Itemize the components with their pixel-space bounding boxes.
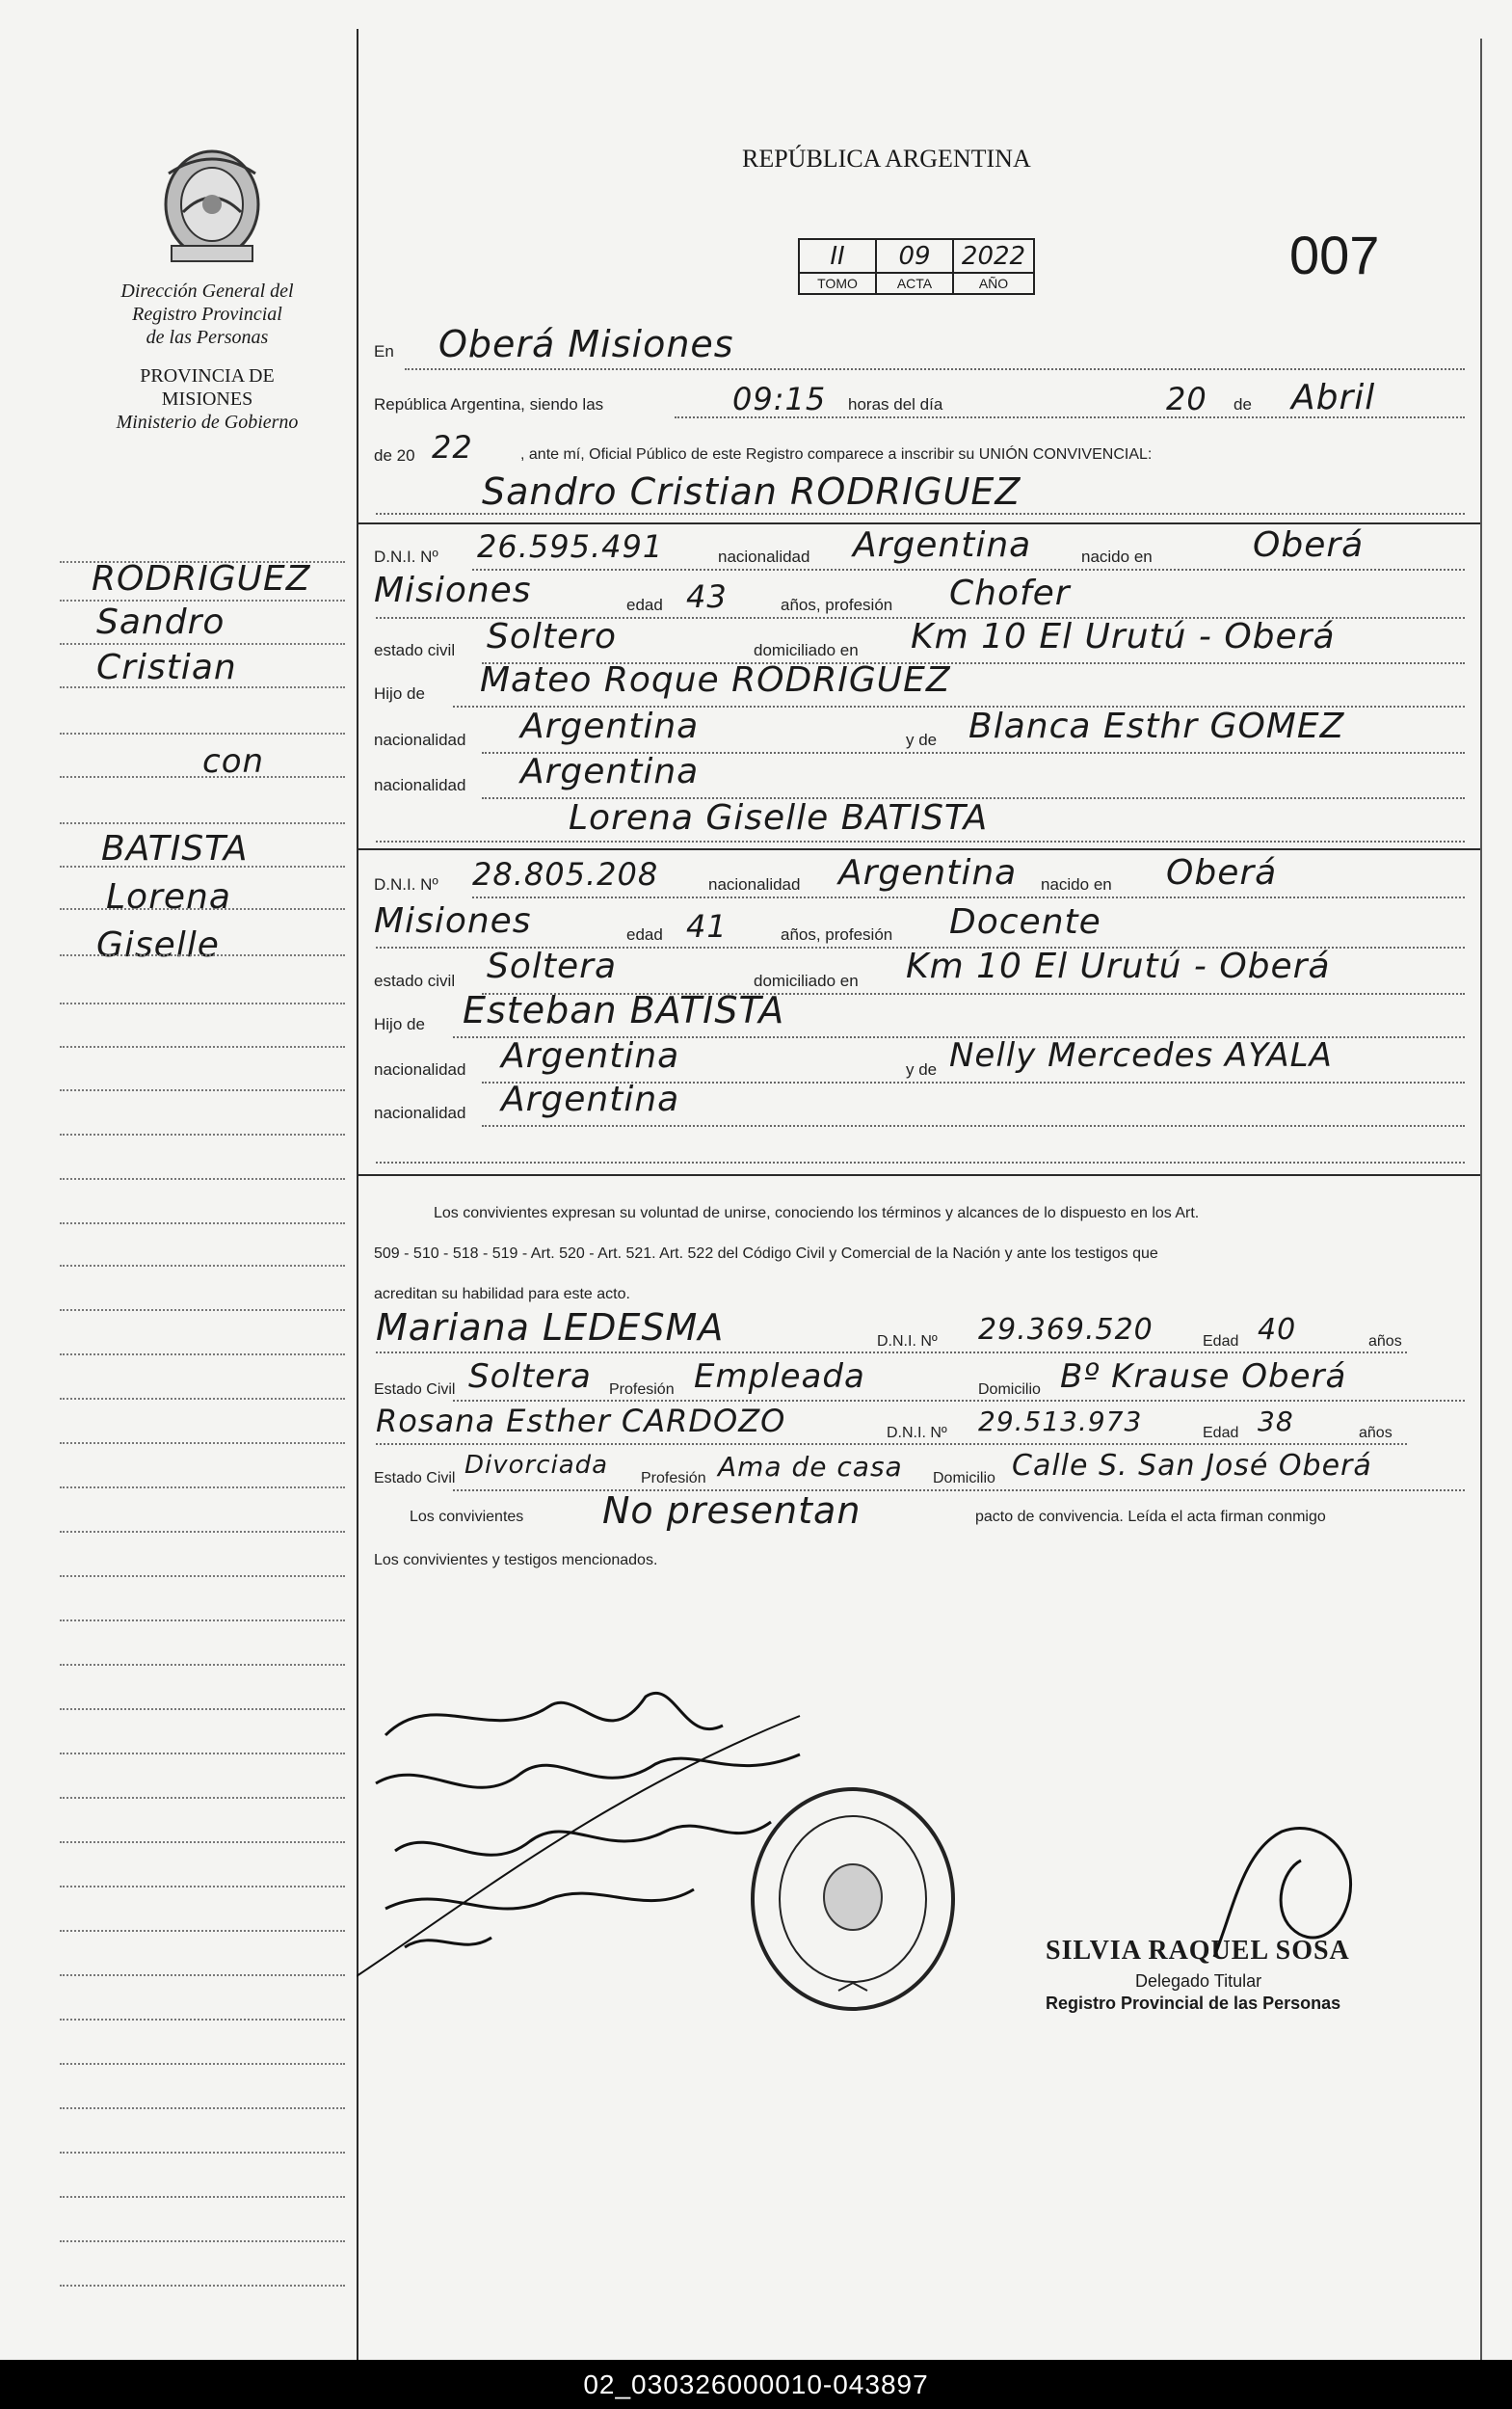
time-value: 09:15 [732,381,827,417]
document-footer-code: 02_030326000010-043897 [0,2360,1512,2409]
p1-nacido: Oberá [1253,525,1365,565]
p2-nac-label: nacionalidad [708,875,801,894]
declaration-line2: 509 - 510 - 518 - 519 - Art. 520 - Art. 521. Art. 522 del Código Civil y Comercial de la Nación y ante los testigos que [374,1245,1158,1262]
tomo-value: II [830,242,845,271]
p1-civil-label: estado civil [374,641,456,659]
declaration-line1: Los convivientes expresan su voluntad de unirse, conociendo los términos y alcances de lo dispuesto en los Art. [434,1205,1200,1221]
margin-surname2: BATISTA [101,829,249,869]
p2-edad-label: edad [626,925,663,944]
margin-secondname1: Cristian [96,648,237,687]
acta-number: 007 [1289,225,1380,285]
p2-hijo-label: Hijo de [374,1015,425,1033]
horas-label: horas del día [848,395,943,414]
w1-civil-label: Estado Civil [374,1381,456,1398]
person1-fullname: Sandro Cristian RODRIGUEZ [482,470,1021,513]
anio-label: AÑO [954,272,1033,293]
w2-edad: 38 [1258,1405,1294,1437]
day-value: 20 [1166,381,1207,417]
republic-text: República Argentina, siendo las [374,395,604,414]
p1-dni: 26.595.491 [477,528,664,565]
directorate-line2: Registro Provincial [132,304,282,325]
official-signature-icon [1205,1812,1368,1967]
w2-prof-label: Profesión [641,1470,706,1486]
w1-civil: Soltera [468,1357,592,1396]
w2-anos-label: años [1359,1425,1393,1441]
p1-nac-label: nacionalidad [718,548,810,566]
p2-prof-label: años, profesión [781,925,893,944]
official-title: Delegado Titular [1135,1971,1262,1991]
page-right-edge [1480,39,1482,2360]
p1-padre-nac-label: nacionalidad [374,731,466,749]
en-label: En [374,342,394,361]
province-line1: PROVINCIA DE [140,365,275,387]
p1-dni-label: D.N.I. Nº [374,548,438,566]
w1-dom-label: Domicilio [978,1381,1041,1398]
directorate-line1: Dirección General del [120,281,294,302]
official-office: Registro Provincial de las Personas [1046,1994,1341,2013]
p2-civil-label: estado civil [374,972,456,990]
p1-madre-nac-label: nacionalidad [374,776,466,794]
p1-madre-nac: Argentina [520,752,700,791]
directorate-line3: de las Personas [146,327,269,348]
w2-name: Rosana Esther CARDOZO [376,1403,786,1439]
acta-value: 09 [898,242,931,271]
month-value: Abril [1291,378,1376,417]
republic-title: REPÚBLICA ARGENTINA [742,145,1031,173]
p2-civil: Soltera [487,947,618,986]
year-suffix: 22 [432,429,473,466]
year-prefix: de 20 [374,446,415,465]
w2-profesion: Ama de casa [718,1451,903,1483]
p2-padre-nac: Argentina [501,1036,680,1076]
p2-madre: Nelly Mercedes AYALA [949,1036,1333,1075]
declaration-line3: acreditan su habilidad para este acto. [374,1286,630,1302]
p1-dom-label: domiciliado en [754,641,859,659]
p1-profesion: Chofer [949,574,1071,613]
p2-edad: 41 [686,908,728,945]
p1-madre: Blanca Esthr GOMEZ [968,707,1345,746]
w2-domicilio: Calle S. San José Oberá [1012,1449,1372,1483]
p1-hijo-label: Hijo de [374,684,425,703]
p2-profesion: Docente [949,902,1101,942]
registry-seal-icon [747,1783,959,2015]
p1-padre-nac: Argentina [520,707,700,746]
margin-secondname2: Giselle [96,925,220,965]
p2-yde-label: y de [906,1060,938,1079]
closing-pacto: No presentan [602,1489,862,1532]
closing-after-text: pacto de convivencia. Leída el acta firman conmigo [975,1509,1326,1525]
margin-surname1: RODRIGUEZ [92,559,311,599]
margin-firstname1: Sandro [96,602,225,642]
margin-firstname2: Lorena [106,877,231,917]
provincial-coat-of-arms-icon [154,145,270,275]
w2-dni-label: D.N.I. Nº [887,1425,947,1441]
w1-profesion: Empleada [694,1357,865,1396]
w2-dni: 29.513.973 [978,1405,1143,1437]
person2-fullname: Lorena Giselle BATISTA [569,798,989,838]
ante-text: , ante mí, Oficial Público de este Registro comparece a inscribir su UNIÓN CONVIVENCIAL: [520,446,1153,463]
w1-edad-label: Edad [1203,1333,1239,1350]
margin-con: con [202,742,265,781]
w2-civil: Divorciada [464,1451,609,1480]
p2-nacido-label: nacido en [1041,875,1112,894]
acta-reference-box [798,238,1035,295]
province-line2: MISIONES [161,388,253,410]
w1-name: Mariana LEDESMA [376,1306,725,1349]
p1-domicilio: Km 10 El Urutú - Oberá [911,617,1336,656]
p1-nacido-label: nacido en [1081,548,1153,566]
p2-domicilio: Km 10 El Urutú - Oberá [906,947,1331,986]
anio-value: 2022 [961,242,1026,271]
w1-edad: 40 [1258,1313,1297,1347]
p2-padre-nac-label: nacionalidad [374,1060,466,1079]
p2-madre-nac-label: nacionalidad [374,1104,466,1122]
p1-padre: Mateo Roque RODRIGUEZ [480,660,951,700]
w1-anos-label: años [1368,1333,1402,1350]
p2-nacionalidad: Argentina [838,853,1018,893]
tomo-label: TOMO [800,272,875,293]
w2-edad-label: Edad [1203,1425,1239,1441]
w2-dom-label: Domicilio [933,1470,995,1486]
official-name: SILVIA RAQUEL SOSA [1046,1936,1350,1966]
p2-nacido: Oberá [1166,853,1278,893]
p2-dni: 28.805.208 [472,856,659,893]
p1-nacionalidad: Argentina [853,525,1032,565]
w2-civil-label: Estado Civil [374,1470,456,1486]
acta-label: ACTA [877,272,952,293]
w1-dni: 29.369.520 [978,1313,1154,1347]
ministry-line: Ministerio de Gobierno [116,412,299,433]
p1-civil: Soltero [487,617,617,656]
issuing-authority [77,280,337,434]
w1-dni-label: D.N.I. Nº [877,1333,938,1350]
p1-yde-label: y de [906,731,938,749]
p2-nacido2: Misiones [374,901,532,941]
p2-padre: Esteban BATISTA [463,989,785,1031]
p1-prof-label: años, profesión [781,596,893,614]
p2-dni-label: D.N.I. Nº [374,875,438,894]
p2-madre-nac: Argentina [501,1080,680,1119]
w1-domicilio: Bº Krause Oberá [1060,1357,1347,1396]
w1-prof-label: Profesión [609,1381,675,1398]
closing-line2: Los convivientes y testigos mencionados. [374,1552,658,1568]
closing-convivientes-label: Los convivientes [410,1509,524,1525]
p1-edad: 43 [686,578,728,615]
p1-edad-label: edad [626,596,663,614]
place-value: Oberá Misiones [438,323,734,365]
de-label: de [1233,395,1252,414]
p2-dom-label: domiciliado en [754,972,859,990]
p1-nacido2: Misiones [374,571,532,610]
